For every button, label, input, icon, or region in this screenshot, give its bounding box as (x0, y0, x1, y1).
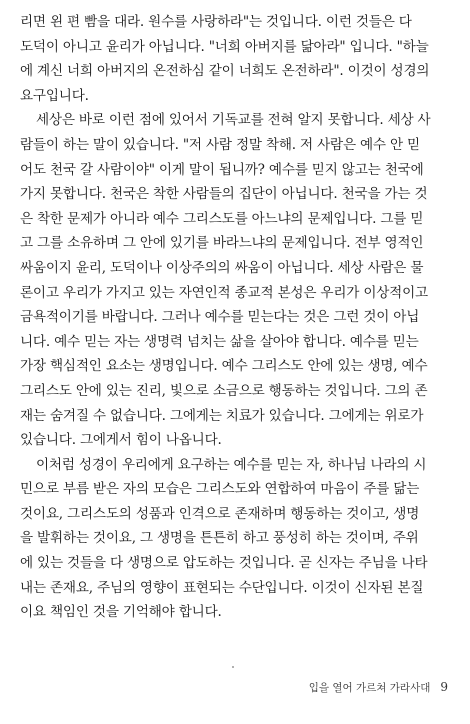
text-line: 요구입니다. (20, 87, 89, 104)
running-title: 입을 열어 가르쳐 가라사대 (308, 682, 431, 694)
text-line: 리면 왼 편 빰을 대라. 원수를 사랑하라"는 것입니다. 이런 것들은 다 (20, 14, 412, 30)
text-line: 것이요, 그리스도의 성품과 인격으로 존재하며 행동하는 것이고, 생명 (20, 505, 420, 522)
text-line: 재는 숨겨질 수 없습니다. 그에게는 치료가 있습니다. 그에게는 위로가 (20, 407, 424, 424)
text-line: 을 발휘하는 것이요, 그 생명을 튼튼히 하고 풍성히 하는 것이며, 주위 (20, 530, 419, 547)
text-line: 이요 책임인 것을 기억해야 합니다. (20, 604, 222, 621)
paragraph-1 (20, 10, 456, 108)
page-footer (309, 680, 448, 695)
text-line: 내는 존재요, 주님의 영향이 표현되는 수단입니다. 이것이 신자된 본질 (20, 579, 424, 596)
text-line: 이처럼 성경이 우리에게 요구하는 예수를 믿는 자, 하나님 나라의 시 (36, 456, 427, 473)
text-line: 있습니다. 그에게서 힘이 나옵니다. (20, 432, 222, 449)
text-line: 싸움이지 윤리, 도덕이나 이상주의의 싸움이 아닙니다. 세상 사람은 물 (20, 259, 424, 276)
text-line: 에 계신 너희 아버지의 온전하심 같이 너희도 온전하라". 이것이 성경의 (20, 63, 430, 80)
page-number: 9 (440, 680, 448, 694)
text-line: 은 착한 문제가 아니라 예수 그리스도를 아느냐의 문제입니다. 그를 믿 (20, 210, 424, 227)
paragraph-3 (20, 453, 456, 625)
paragraph-2 (20, 108, 456, 452)
text-line: 가장 핵심적인 요소는 생명입니다. 예수 그리스도 안에 있는 생명, 예수 (20, 358, 428, 375)
text-line: 어도 천국 갈 사람이야" 이게 말이 됩니까? 예수를 믿지 않고는 천국에 (20, 161, 424, 178)
text-line: 민으로 부름 받은 자의 모습은 그리스도와 연합하여 마음이 주를 닮는 (20, 481, 420, 498)
text-line: 그리스도 안에 있는 진리, 빛으로 소금으로 행동하는 것입니다. 그의 존 (20, 382, 428, 399)
text-line: 론이고 우리가 가지고 있는 자연인적 종교적 본성은 우리가 이상적이고 (20, 284, 428, 301)
text-line: 니다. 예수 믿는 자는 생명력 넘치는 삶을 살아야 합니다. 예수를 믿는 (20, 333, 419, 350)
text-line: 금욕적이기를 바랍니다. 그러나 예수를 믿는다는 것은 그런 것이 아닙 (20, 309, 420, 326)
text-line: 에 있는 것들을 다 생명으로 압도하는 것입니다. 곧 신자는 주님을 나타 (20, 555, 428, 572)
text-line: 람들이 하는 말이 있습니다. "저 사람 정말 착해. 저 사람은 예수 안 믿 (20, 136, 420, 153)
body-text (20, 10, 456, 625)
text-line: 가지 못합니다. 천국은 착한 사람들의 집단이 아닙니다. 천국을 가는 것 (20, 186, 428, 203)
text-line: 고 그를 소유하며 그 안에 있기를 바라느냐의 문제입니다. 전부 영적인 (20, 235, 424, 252)
text-line: 도덕이 아니고 윤리가 아닙니다. "너희 아버지를 닮아라" 입니다. "하늘 (20, 38, 429, 55)
decorative-dot (232, 666, 234, 668)
text-line: 세상은 바로 이런 점에 있어서 기독교를 전혀 알지 못합니다. 세상 사 (36, 112, 431, 129)
